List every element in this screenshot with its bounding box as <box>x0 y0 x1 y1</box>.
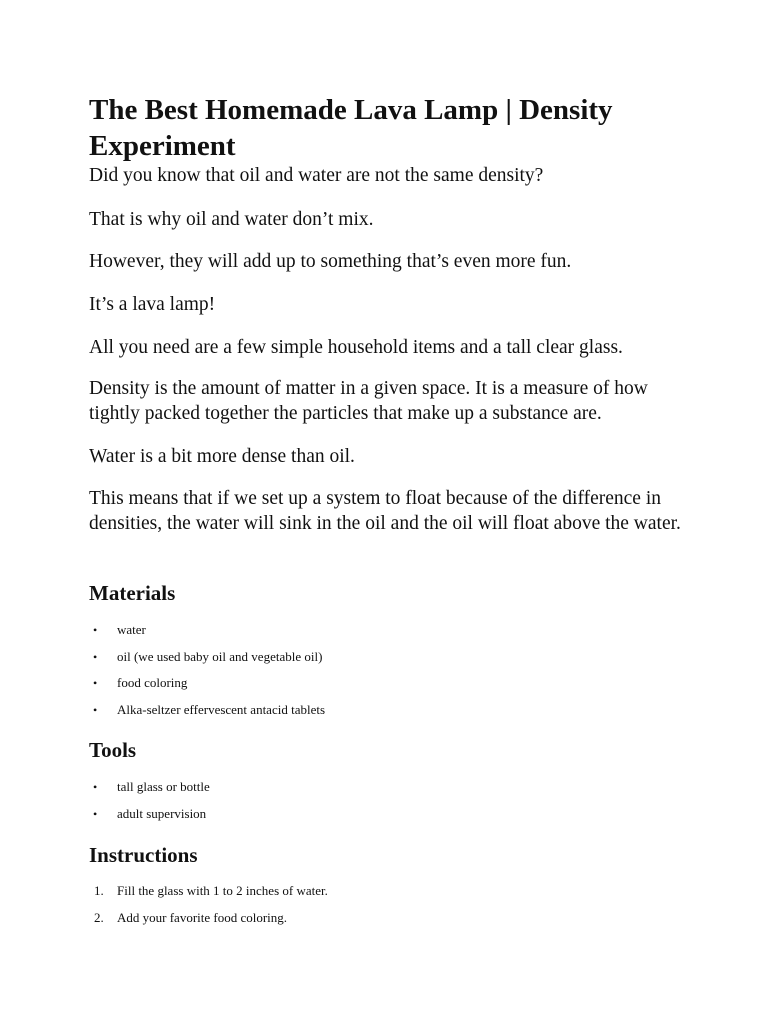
list-item <box>89 621 689 648</box>
paragraph: Density is the amount of matter in a given space. It is a measure of how tightly packed together the particles that make up a substance are. <box>89 378 648 424</box>
bullet-icon: • <box>93 676 98 690</box>
list-item-text: oil (we used baby oil and vegetable oil) <box>117 648 323 664</box>
list-item-text: adult supervision <box>117 805 207 821</box>
materials-list <box>89 621 689 727</box>
list-item <box>89 674 689 701</box>
page-title: The Best Homemade Lava Lamp | Density Experiment <box>89 94 613 162</box>
step-number: 1. <box>94 883 104 898</box>
list-item <box>89 882 689 909</box>
paragraph: That is why oil and water don’t mix. <box>89 209 374 230</box>
paragraph: All you need are a few simple household items and a tall clear glass. <box>89 337 623 358</box>
instructions-list <box>89 882 689 935</box>
tools-heading: Tools <box>89 738 137 762</box>
list-item-text: tall glass or bottle <box>117 779 210 794</box>
paragraph: Did you know that oil and water are not the same density? <box>89 165 544 186</box>
paragraph: However, they will add up to something that’s even more fun. <box>89 251 572 272</box>
bullet-icon: • <box>93 649 98 664</box>
step-text: Fill the glass with 1 to 2 inches of water. <box>117 883 328 898</box>
instructions-heading: Instructions <box>89 843 198 867</box>
list-item <box>89 778 689 805</box>
step-text: Add your favorite food coloring. <box>117 909 288 925</box>
bullet-icon: • <box>93 806 98 821</box>
step-number: 2. <box>94 909 104 925</box>
tools-list <box>89 778 689 831</box>
list-item <box>89 701 689 728</box>
materials-heading: Materials <box>89 581 176 605</box>
paragraph: This means that if we set up a system to float because of the difference in densities, the water will sink in the oil and the oil will float above the water. <box>89 488 681 534</box>
list-item-text: water <box>117 622 146 637</box>
list-item <box>89 648 689 675</box>
paragraph: It’s a lava lamp! <box>89 294 216 315</box>
list-item <box>89 909 689 936</box>
bullet-icon: • <box>93 702 98 717</box>
paragraph: Water is a bit more dense than oil. <box>89 446 355 467</box>
list-item-text: food coloring <box>117 675 188 690</box>
bullet-icon: • <box>93 623 98 637</box>
list-item <box>89 805 689 832</box>
list-item-text: Alka-seltzer effervescent antacid tablets <box>117 701 326 717</box>
bullet-icon: • <box>93 780 98 794</box>
